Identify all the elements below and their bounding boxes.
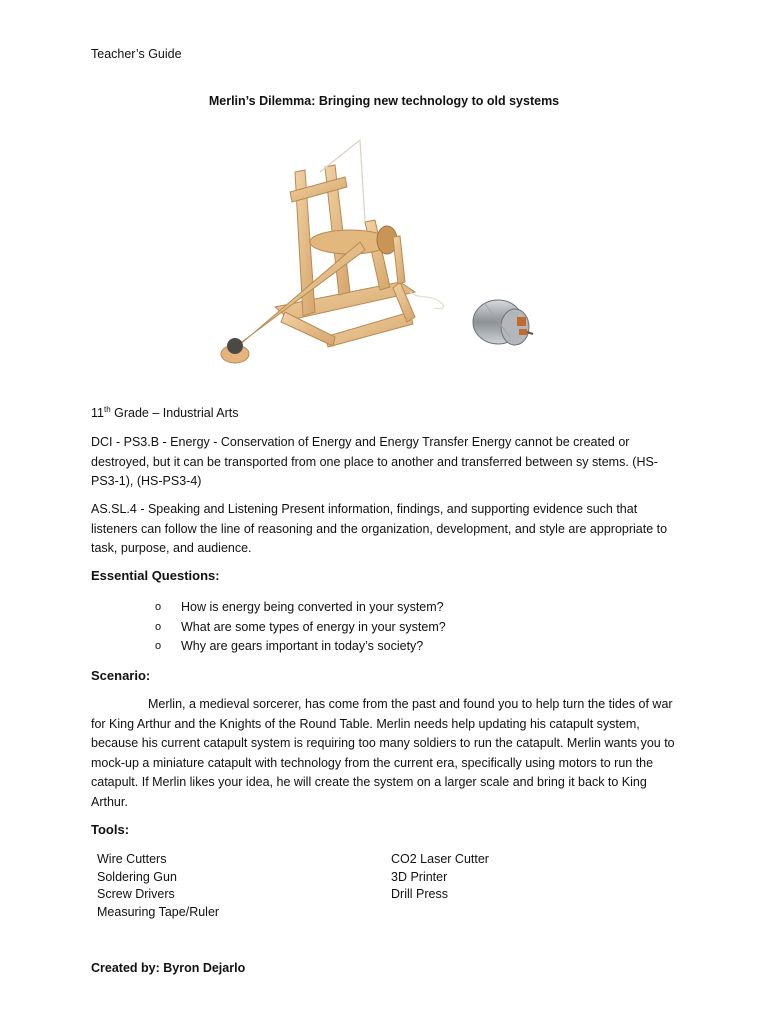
question-text: What are some types of energy in your system?	[181, 619, 446, 634]
grade-suffix: th	[103, 405, 111, 414]
bullet-marker-icon: o	[155, 640, 162, 652]
speaking-listening-standard-text: AS.SL.4 - Speaking and Listening Present information, findings, and supporting evidence such that listeners can follow the line of reasoning and the organization, development, and style are appropriate to task, purpose, and audience.	[91, 502, 668, 555]
grade-number: 11	[91, 406, 104, 420]
essential-questions-heading: Essential Questions:	[91, 568, 220, 583]
bullet-marker-icon: o	[155, 620, 162, 633]
scenario-body	[91, 695, 681, 812]
list-item: Drill Press	[391, 887, 448, 901]
list-item	[155, 637, 446, 657]
catapult-motor-illustration	[215, 132, 545, 382]
tools-list-right	[391, 851, 489, 904]
page-header: Teacher’s Guide	[91, 47, 182, 61]
list-item	[155, 598, 446, 618]
list-item: Measuring Tape/Ruler	[97, 904, 220, 919]
list-item: Soldering Gun	[97, 869, 177, 884]
list-item	[155, 618, 446, 638]
dci-standard-text: DCI - PS3.B - Energy - Conservation of Energy and Energy Transfer Energy cannot be created or destroyed, but it can be transported from one place to another and transferred between sy stems. (HS-PS3-1), (HS-PS3-4)	[91, 435, 658, 488]
catapult-image	[221, 140, 444, 363]
scenario-text: Merlin, a medieval sorcerer, has come from the past and found you to help turn the tides of war for King Arthur and the Knights of the Round Table. Merlin needs help updating his catapult system, because his current catapult system is requiring too many soldiers to run the catapult. Merlin wants you to mock-up a miniature catapult with technology from the current era, specifically using motors to run the catapult. If Merlin likes your idea, he will create the system on a larger scale and bring it back to King Arthur.	[91, 697, 675, 809]
list-item: 3D Printer	[391, 869, 448, 884]
dc-motor-image	[473, 300, 533, 345]
essential-questions-list	[155, 598, 446, 657]
tools-heading: Tools:	[91, 822, 130, 837]
question-text: Why are gears important in today’s society?	[181, 639, 424, 653]
list-item: Screw Drivers	[97, 887, 175, 901]
page-title: Merlin’s Dilemma: Bringing new technology to old systems	[208, 94, 560, 108]
list-item: CO2 Laser Cutter	[391, 852, 489, 866]
tools-list-left	[97, 851, 219, 921]
grade-subject: Grade – Industrial Arts	[110, 406, 239, 420]
bullet-marker-icon: o	[155, 601, 162, 613]
scenario-heading: Scenario:	[91, 668, 151, 683]
question-text: How is energy being converted in your system?	[181, 600, 444, 614]
grade-line	[91, 405, 239, 420]
author-credit: Created by: Byron Dejarlo	[91, 961, 246, 975]
list-item: Wire Cutters	[97, 852, 167, 866]
